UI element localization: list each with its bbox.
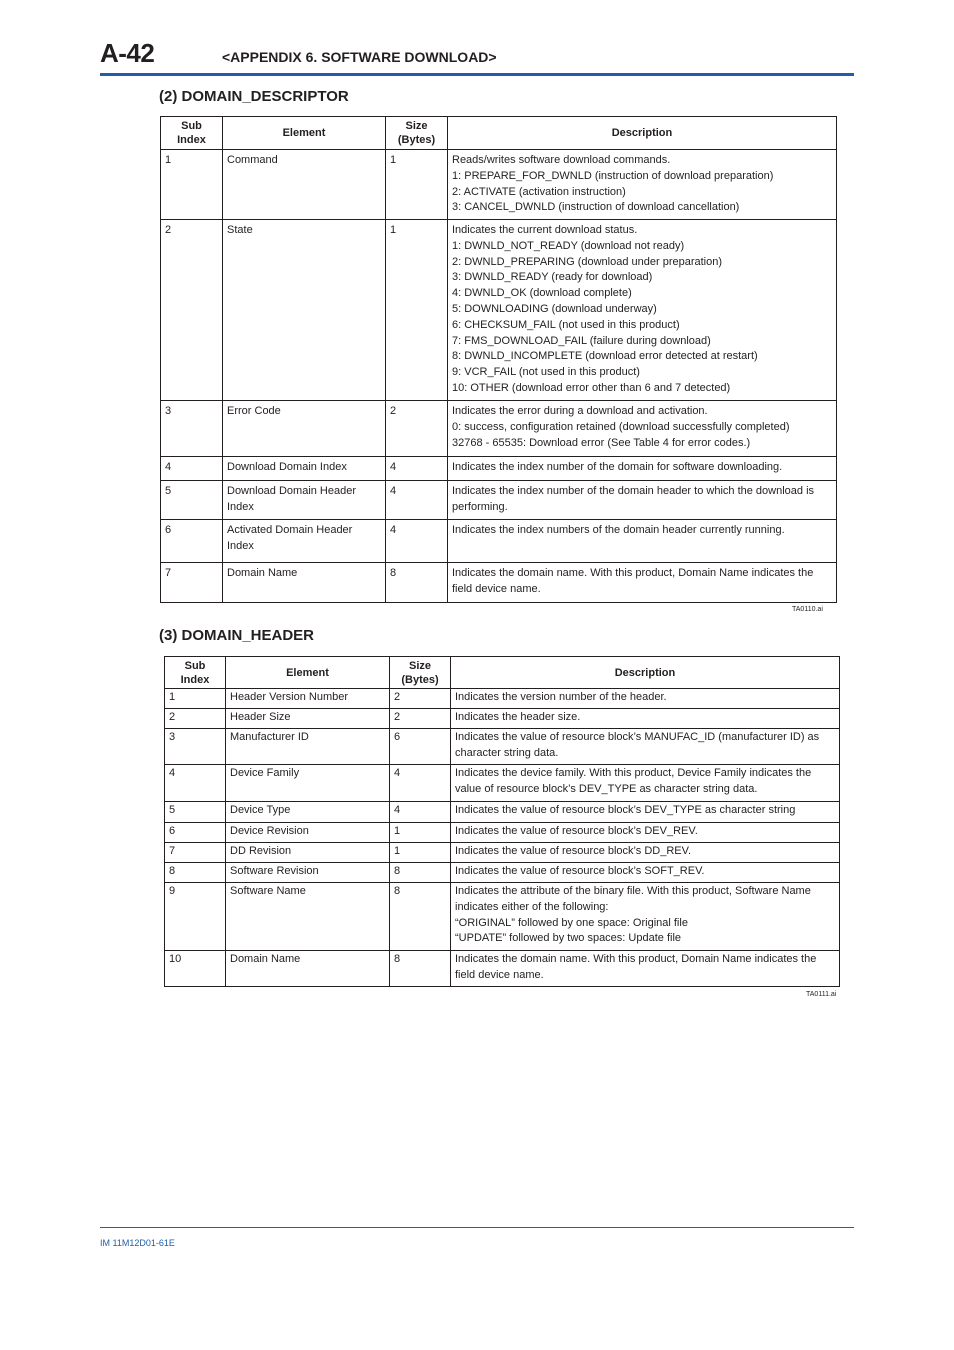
- col-header-element: Element: [226, 657, 390, 689]
- section-title-domain-descriptor: (2) DOMAIN_DESCRIPTOR: [159, 88, 349, 105]
- col-sub-label: Sub: [181, 120, 202, 132]
- cell-description: [451, 709, 840, 729]
- cell-element: Device Family: [226, 765, 390, 802]
- cell-element: Header Version Number: [226, 689, 390, 709]
- table-row: [161, 481, 837, 520]
- description-line: 2: DWNLD_PREPARING (download under preparation): [452, 255, 723, 268]
- header-rule: [100, 73, 854, 76]
- section-title-domain-header: (3) DOMAIN_HEADER: [159, 627, 315, 644]
- description-line: Indicates the value of resource block’s DD_REV.: [455, 845, 692, 857]
- cell-size: 4: [386, 457, 448, 481]
- cell-description: [451, 951, 840, 987]
- description-line: 1: DWNLD_NOT_READY (download not ready): [452, 239, 685, 252]
- col-bytes-label: (Bytes): [397, 134, 436, 146]
- cell-element: Download Domain Header Index: [223, 481, 386, 520]
- col-bytes-label: (Bytes): [401, 673, 439, 686]
- cell-size: 4: [390, 802, 451, 823]
- cell-size: 8: [386, 563, 448, 603]
- cell-sub-index: 9: [165, 883, 226, 951]
- col-header-element: Element: [223, 117, 386, 150]
- cell-element: Device Revision: [226, 823, 390, 843]
- cell-element: Manufacturer ID: [226, 729, 390, 765]
- col-header-description: Description: [451, 657, 840, 689]
- document-id: IM 11M12D01-61E: [100, 1238, 175, 1248]
- description-line: 6: CHECKSUM_FAIL (not used in this product): [452, 318, 680, 331]
- figure-label-ta0110: TA0110.ai: [792, 606, 823, 613]
- cell-size: 1: [386, 150, 448, 220]
- page-number: A-42: [100, 38, 155, 68]
- cell-description: [448, 563, 837, 603]
- cell-size: 1: [390, 823, 451, 843]
- cell-element: Error Code: [223, 401, 386, 457]
- description-line: Indicates the value of resource block’s SOFT_REV.: [455, 865, 705, 877]
- table-row: [161, 457, 837, 481]
- cell-size: 2: [386, 401, 448, 457]
- description-line: Indicates the device family. With this product, Device Family indicates the value of resource block’s DEV_TYPE as character string data.: [455, 767, 812, 795]
- domain-header-body: [165, 689, 840, 987]
- cell-sub-index: 3: [165, 729, 226, 765]
- description-line: 3: DWNLD_READY (ready for download): [452, 271, 653, 284]
- cell-sub-index: 1: [165, 689, 226, 709]
- table-header-row: [161, 117, 837, 150]
- description-line: Indicates the domain name. With this product, Domain Name indicates the field device name.: [455, 953, 817, 981]
- description-line: Indicates the current download status.: [452, 224, 638, 236]
- description-line: Reads/writes software download commands.: [452, 154, 671, 166]
- cell-element: Domain Name: [223, 563, 386, 603]
- col-header-sub-index: [165, 657, 226, 689]
- table-row: [165, 843, 840, 863]
- domain-descriptor-table: [160, 116, 837, 603]
- description-line: Indicates the index numbers of the domain header currently running.: [452, 524, 785, 536]
- description-line: 32768 - 65535: Download error (See Table 4 for error codes.): [452, 436, 751, 449]
- cell-element: Domain Name: [226, 951, 390, 987]
- cell-size: 8: [390, 951, 451, 987]
- cell-sub-index: 3: [161, 401, 223, 457]
- cell-description: [451, 802, 840, 823]
- description-line: 4: DWNLD_OK (download complete): [452, 287, 632, 300]
- table-row: [165, 765, 840, 802]
- footer-rule: [100, 1227, 854, 1228]
- cell-description: [451, 883, 840, 951]
- cell-sub-index: 10: [165, 951, 226, 987]
- description-line: Indicates the version number of the header.: [455, 691, 667, 703]
- cell-sub-index: 6: [161, 520, 223, 563]
- domain-header-table: [164, 656, 840, 987]
- cell-sub-index: 4: [161, 457, 223, 481]
- cell-element: Activated Domain Header Index: [223, 520, 386, 563]
- cell-element: Download Domain Index: [223, 457, 386, 481]
- description-line: Indicates the header size.: [455, 711, 581, 723]
- cell-size: 4: [390, 765, 451, 802]
- cell-description: [448, 401, 837, 457]
- cell-size: 8: [390, 863, 451, 883]
- table-row: [165, 689, 840, 709]
- description-line: 1: PREPARE_FOR_DWNLD (instruction of download preparation): [452, 169, 774, 182]
- description-line: 5: DOWNLOADING (download underway): [452, 302, 657, 315]
- col-index-label: Index: [180, 673, 210, 686]
- cell-size: 4: [386, 481, 448, 520]
- cell-element: DD Revision: [226, 843, 390, 863]
- table-row: [161, 150, 837, 220]
- cell-element: Command: [223, 150, 386, 220]
- cell-size: 8: [390, 883, 451, 951]
- table-row: [161, 220, 837, 401]
- domain-descriptor-body: [161, 150, 837, 603]
- description-line: 2: ACTIVATE (activation instruction): [452, 185, 626, 198]
- description-line: “UPDATE” followed by two spaces: Update file: [455, 932, 681, 945]
- cell-description: [451, 843, 840, 863]
- description-line: Indicates the value of resource block’s DEV_REV.: [455, 825, 698, 837]
- description-line: Indicates the value of resource block’s DEV_TYPE as character string: [455, 804, 796, 816]
- table-row: [165, 863, 840, 883]
- cell-element: Device Type: [226, 802, 390, 823]
- cell-size: 6: [390, 729, 451, 765]
- cell-size: 2: [390, 709, 451, 729]
- col-header-sub-index: [161, 117, 223, 150]
- cell-element: Software Name: [226, 883, 390, 951]
- cell-element: Software Revision: [226, 863, 390, 883]
- cell-element: Header Size: [226, 709, 390, 729]
- cell-description: [451, 729, 840, 765]
- description-line: Indicates the index number of the domain header to which the download is performing.: [452, 485, 815, 513]
- cell-sub-index: 8: [165, 863, 226, 883]
- table-row: [165, 951, 840, 987]
- cell-sub-index: 2: [165, 709, 226, 729]
- description-line: Indicates the error during a download and activation.: [452, 405, 708, 417]
- col-sub-label: Sub: [184, 659, 206, 672]
- cell-description: [448, 520, 837, 563]
- description-line: 7: FMS_DOWNLOAD_FAIL (failure during download): [452, 334, 711, 347]
- col-header-size: [390, 657, 451, 689]
- cell-size: 4: [386, 520, 448, 563]
- description-line: 8: DWNLD_INCOMPLETE (download error detected at restart): [452, 350, 758, 363]
- col-header-size: [386, 117, 448, 150]
- cell-sub-index: 4: [165, 765, 226, 802]
- description-line: 10: OTHER (download error other than 6 and 7 detected): [452, 381, 731, 394]
- description-line: Indicates the value of resource block’s MANUFAC_ID (manufacturer ID) as character string data.: [455, 731, 820, 759]
- col-size-label: Size: [408, 659, 431, 672]
- cell-description: [448, 481, 837, 520]
- description-line: 9: VCR_FAIL (not used in this product): [452, 366, 640, 379]
- cell-element: State: [223, 220, 386, 401]
- table-header-row: [165, 657, 840, 689]
- cell-description: [451, 863, 840, 883]
- col-header-description: Description: [448, 117, 837, 150]
- description-line: 0: success, configuration retained (download successfully completed): [452, 420, 790, 433]
- table-row: [161, 563, 837, 603]
- table-row: [161, 401, 837, 457]
- cell-sub-index: 5: [161, 481, 223, 520]
- description-line: Indicates the domain name. With this product, Domain Name indicates the field device name.: [452, 567, 814, 595]
- cell-sub-index: 1: [161, 150, 223, 220]
- cell-sub-index: 6: [165, 823, 226, 843]
- chapter-title: <APPENDIX 6. SOFTWARE DOWNLOAD>: [222, 49, 497, 65]
- figure-label-ta0111: TA0111.ai: [806, 991, 837, 998]
- cell-size: 2: [390, 689, 451, 709]
- cell-sub-index: 5: [165, 802, 226, 823]
- cell-description: [451, 689, 840, 709]
- table-row: [165, 802, 840, 823]
- cell-description: [451, 765, 840, 802]
- cell-description: [451, 823, 840, 843]
- table-row: [165, 729, 840, 765]
- description-line: 3: CANCEL_DWNLD (instruction of download cancellation): [452, 201, 740, 214]
- description-line: Indicates the attribute of the binary file. With this product, Software Name indicates either of the following:: [455, 885, 811, 913]
- cell-sub-index: 2: [161, 220, 223, 401]
- description-line: Indicates the index number of the domain for software downloading.: [452, 461, 783, 473]
- col-size-label: Size: [405, 120, 428, 132]
- cell-description: [448, 150, 837, 220]
- description-line: “ORIGINAL” followed by one space: Original file: [455, 916, 688, 929]
- table-row: [165, 823, 840, 843]
- col-index-label: Index: [177, 134, 206, 146]
- table-row: [161, 520, 837, 563]
- cell-sub-index: 7: [161, 563, 223, 603]
- table-row: [165, 709, 840, 729]
- cell-size: 1: [386, 220, 448, 401]
- cell-description: [448, 220, 837, 401]
- cell-description: [448, 457, 837, 481]
- cell-sub-index: 7: [165, 843, 226, 863]
- table-row: [165, 883, 840, 951]
- cell-size: 1: [390, 843, 451, 863]
